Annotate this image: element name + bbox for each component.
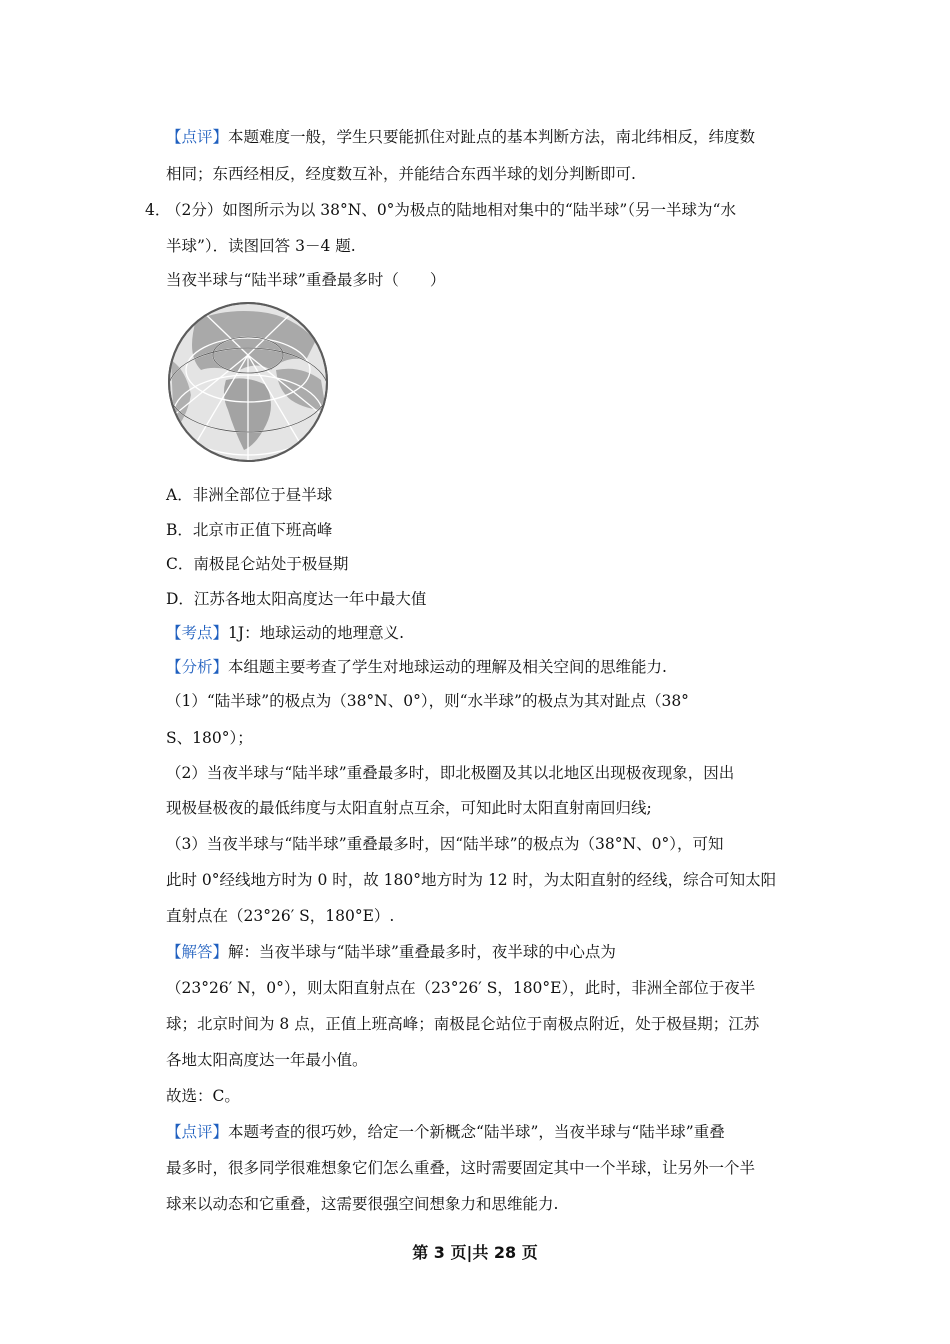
jieda-tag: 【解答】	[166, 943, 229, 961]
fenxi-p1-line1	[166, 690, 806, 712]
review-tag: 【点评】	[166, 128, 229, 146]
answer-line: 故选：C。	[166, 1087, 240, 1105]
fenxi-p3-line2	[166, 869, 806, 891]
kaodian-line	[166, 622, 404, 644]
option-b: B．北京市正值下班高峰	[166, 521, 333, 539]
review1-line2: 相同；东西经相反，经度数互补，并能结合东西半球的划分判断即可.	[166, 165, 636, 183]
question-line2: 半球”）．读图回答 3－4 题.	[166, 237, 356, 255]
question-number: 4．	[145, 201, 171, 219]
jieda-line3	[166, 1013, 806, 1035]
fenxi-text: 本组题主要考查了学生对地球运动的理解及相关空间的思维能力.	[228, 658, 667, 676]
fenxi-p2-line2: 现极昼极夜的最低纬度与太阳直射点互余，可知此时太阳直射南回归线;	[166, 799, 652, 817]
fenxi-p3-text1: （3）当夜半球与“陆半球”重叠最多时，因“陆半球”的极点为（38°N、0°），可知	[166, 835, 724, 853]
jieda-text1: 解：当夜半球与“陆半球”重叠最多时，夜半球的中心点为	[228, 943, 616, 961]
globe-map-icon	[166, 300, 330, 466]
kaodian-tag: 【考点】	[166, 624, 229, 642]
fenxi-p1-text1: （1）“陆半球”的极点为（38°N、0°），则“水半球”的极点为其对趾点（38°	[166, 692, 689, 710]
review1-text1: 本题难度一般，学生只要能抓住对趾点的基本判断方法，南北纬相反，纬度数	[228, 128, 756, 146]
review2-tag: 【点评】	[166, 1123, 229, 1141]
fenxi-tag: 【分析】	[166, 658, 229, 676]
review2-line2	[166, 1157, 806, 1179]
review2-text2: 最多时，很多同学很难想象它们怎么重叠，这时需要固定其中一个半球，让另外一个半	[166, 1159, 756, 1177]
review2-line3: 球来以动态和它重叠，这需要很强空间想象力和思维能力.	[166, 1195, 559, 1213]
option-c: C．南极昆仑站处于极昼期	[166, 555, 349, 573]
kaodian-text: 1J：地球运动的地理意义.	[228, 624, 405, 642]
fenxi-p3-text2: 此时 0°经线地方时为 0 时，故 180°地方时为 12 时，为太阳直射的经线，综合可知太阳	[166, 871, 777, 889]
fenxi-p2-text1: （2）当夜半球与“陆半球”重叠最多时，即北极圈及其以北地区出现极夜现象，因出	[166, 764, 735, 782]
review2-text1: 本题考查的很巧妙，给定一个新概念“陆半球”，当夜半球与“陆半球”重叠	[228, 1123, 725, 1141]
option-a: A．非洲全部位于昼半球	[166, 486, 333, 504]
fenxi-p2-line1	[166, 762, 806, 784]
question-line1: （2分）如图所示为以 38°N、0°为极点的陆地相对集中的“陆半球”（另一半球为“水	[166, 201, 736, 219]
jieda-line1	[166, 941, 616, 963]
option-d: D．江苏各地太阳高度达一年中最大值	[166, 590, 427, 608]
jieda-text2: （23°26′ N，0°），则太阳直射点在（23°26′ S，180°E），此时，非洲全部位于夜半	[166, 979, 756, 997]
fenxi-line	[166, 656, 667, 678]
jieda-text3: 球；北京时间为 8 点，正值上班高峰；南极昆仑站位于南极点附近，处于极昼期；江苏	[166, 1015, 760, 1033]
review1-line1	[166, 126, 806, 148]
review2-line1	[166, 1121, 725, 1143]
fenxi-p3-line1	[166, 833, 806, 855]
question-stem: 当夜半球与“陆半球”重叠最多时（ ）	[166, 271, 446, 289]
jieda-line2	[166, 977, 806, 999]
page-number: 第 3 页|共 28 页	[412, 1243, 538, 1262]
fenxi-p3-line3: 直射点在（23°26′ S，180°E）.	[166, 907, 395, 925]
jieda-line4: 各地太阳高度达一年最小值。	[166, 1051, 368, 1069]
fenxi-p1-line2: S、180°）；	[166, 729, 253, 747]
